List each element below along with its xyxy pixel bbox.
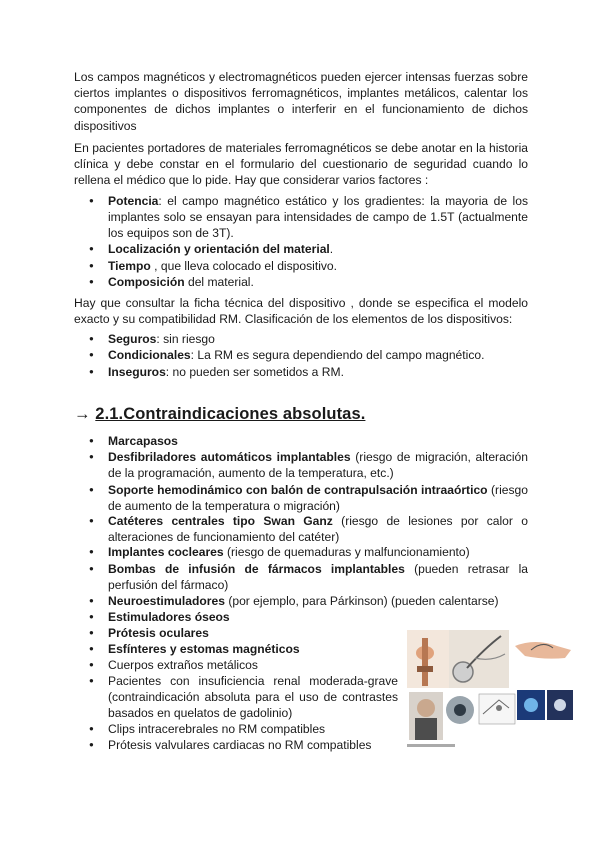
- contraindication-item: ● Catéteres centrales tipo Swan Ganz (riesgo de lesiones por calor o alteraciones de funcionamiento del catéter): [108, 513, 528, 545]
- contraindication-item: ● Prótesis oculares: [108, 625, 528, 641]
- contraindication-item: ● Pacientes con insuficiencia renal moderada-grave (contraindicación absoluta para el uso de contrastes basados en quelatos de gadolinio): [108, 673, 398, 722]
- contraindication-item: ● Bombas de infusión de fármacos implantables (pueden retrasar la perfusión del fármaco): [108, 561, 528, 593]
- contraindication-item: ● Neuroestimuladores (por ejemplo, para Párkinson) (pueden calentarse): [108, 593, 528, 609]
- contraindication-item: ● Estimuladores óseos: [108, 609, 528, 625]
- class-item: ● Inseguros: no pueden ser sometidos a RM.: [108, 364, 528, 380]
- contraindication-item: ● Cuerpos extraños metálicos: [108, 657, 398, 673]
- medical-devices-image-collage: [405, 628, 575, 758]
- contraindication-item: ● Implantes cocleares (riesgo de quemaduras y malfuncionamiento): [108, 544, 528, 560]
- factor-item: ● Composición del material.: [108, 274, 528, 290]
- contraindication-item: ● Desfibriladores automáticos implantables (riesgo de migración, alteración de la programación, aumento de la temperatura, etc.): [108, 449, 528, 481]
- class-item: ● Condicionales: La RM es segura dependiendo del campo magnético.: [108, 347, 528, 363]
- contraindication-item: ● Marcapasos: [108, 433, 528, 449]
- classification-paragraph: Hay que consultar la ficha técnica del dispositivo , donde se especifica el modelo exacto y su compatibilidad RM. Clasificación de los elementos de los dispositivos:: [74, 296, 528, 327]
- factor-item: ● Tiempo , que lleva colocado el dispositivo.: [108, 258, 528, 274]
- contraindication-item: ● Prótesis valvulares cardiacas no RM compatibles: [108, 737, 398, 753]
- intro-paragraph: Los campos magnéticos y electromagnéticos pueden ejercer intensas fuerzas sobre ciertos implantes o dispositivos ferromagnéticos, implantes metálicos, calentar los componentes de dichos implantes o interferir en el funcionamiento de dichos dispositivos: [74, 70, 528, 133]
- class-item: ● Seguros: sin riesgo: [108, 331, 528, 347]
- contraindication-item: ● Soporte hemodinámico con balón de contrapulsación intraaórtico (riesgo de aumento de la temperatura o migración): [108, 482, 528, 514]
- contraindication-item: ● Esfínteres y estomas magnéticos: [108, 641, 528, 657]
- factor-item: ● Localización y orientación del material.: [108, 241, 528, 257]
- factor-item: ● Potencia: el campo magnético estático y los gradientes: la mayoria de los implantes solo se ensayan para intensidades de campo de 1.5T (actualmente los equipos son de 3T).: [108, 193, 528, 242]
- section-heading: → 2.1.Contraindicaciones absolutas.: [74, 405, 366, 423]
- ferromagnetic-paragraph: En pacientes portadores de materiales ferromagnéticos se debe anotar en la historia clínica y debe constar en el formulario del cuestionario de seguridad cuando lo rellena el médico que lo pide. Hay que considerar varios factores :: [74, 141, 528, 188]
- contraindication-item: ● Clips intracerebrales no RM compatibles: [108, 721, 398, 737]
